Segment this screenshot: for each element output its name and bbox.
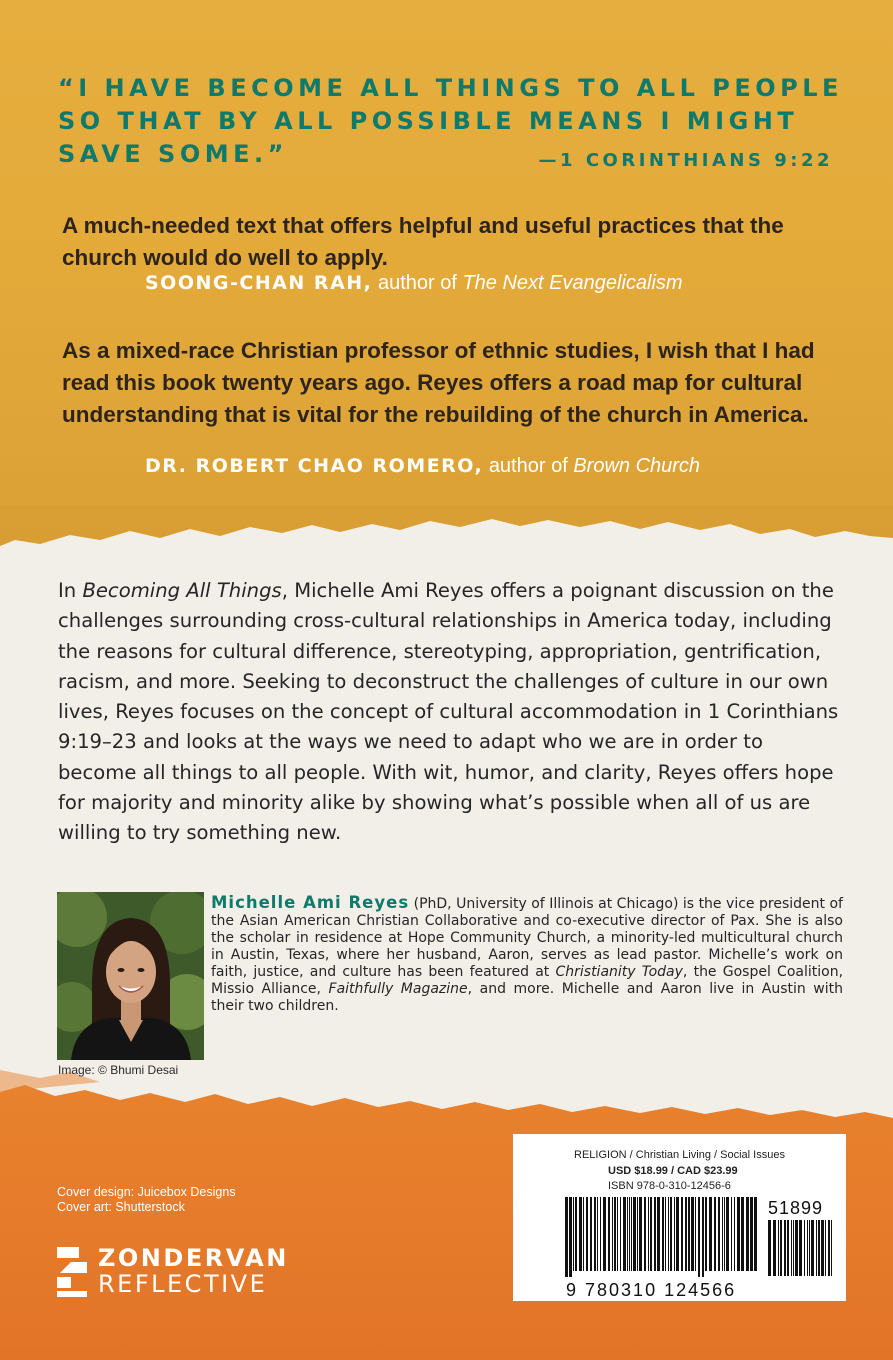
endorser-role: author of — [377, 272, 457, 294]
barcode-bar — [674, 1197, 675, 1271]
summary-book-title: Becoming All Things — [82, 579, 282, 602]
addon-barcode — [766, 1220, 836, 1282]
barcode-bar — [654, 1197, 656, 1271]
barcode-bar — [741, 1197, 744, 1271]
barcode-bar — [612, 1197, 613, 1271]
barcode-bar — [569, 1197, 572, 1277]
barcode-bar — [627, 1197, 628, 1271]
barcode-bar — [793, 1220, 794, 1276]
barcode-bar — [811, 1220, 814, 1276]
barcode-bar — [681, 1197, 683, 1271]
barcode-bar — [590, 1197, 592, 1271]
barcode-bar — [787, 1220, 789, 1276]
endorsement-text: A much-needed text that offers helpful and useful practices that the church would do well to apply. — [62, 213, 784, 270]
barcode-bar — [685, 1197, 687, 1271]
barcode-bar — [665, 1197, 666, 1271]
summary-body: , Michelle Ami Reyes offers a poignant discussion on the challenges surrounding cross-cultural relationships in America today, including the reasons for cultural difference, stereotyping, appropriation, gentrification, racism, and more. Seeking to deconstruct the challenges of culture in our own lives, Reyes focuses on the concept of cultural accommodation in 1 Corinthians 9:19–23 and looks at the ways we need to adapt who we are in order to become all things to all people. With wit, humor, and clarity, Reyes offers hope for majority and minority alike by showing what’s possible when all of us are willing to try something new. — [58, 579, 839, 845]
barcode-bar — [709, 1197, 712, 1271]
barcode-bar — [804, 1220, 805, 1276]
barcode-bar — [702, 1197, 704, 1277]
barcode-bar — [629, 1197, 630, 1271]
barcode-bar — [633, 1197, 636, 1271]
barcode-digits: 9 780310 124566 — [566, 1280, 737, 1300]
publication-name: Faithfully Magazine — [328, 981, 468, 997]
cover-art-credit: Cover art: Shutterstock — [57, 1200, 185, 1214]
barcode-bar — [600, 1197, 601, 1271]
publication-name: Christianity Today — [555, 964, 683, 980]
bio-text: (PhD, University of Illinois at Chicago) is the vice president of the Asian American Christian Collaborative and co-executive director of Pax. She is also the scholar in residence at Hope Community Church, a minority-led multicultural church in Austin, Texas, where her husband, Aaron, serves as lead pastor. Michelle’s work on faith, justice, and culture has been featured at — [211, 896, 843, 980]
barcode-bar — [565, 1197, 568, 1277]
endorsement-attribution — [145, 272, 683, 295]
bio-text: , and more. Michelle and Aaron live in Austin with their two children. — [211, 981, 843, 1014]
barcode-bar — [825, 1220, 826, 1276]
endorser-role: author of — [488, 455, 568, 477]
barcode-bar — [828, 1220, 830, 1276]
barcode-bar — [778, 1220, 779, 1276]
publisher-imprint: REFLECTIVE — [98, 1270, 268, 1298]
publisher-logo-icon — [57, 1247, 97, 1297]
endorser-name: SOONG-CHAN RAH, — [145, 272, 373, 294]
barcode-bar — [594, 1197, 596, 1271]
barcode-bar — [754, 1197, 757, 1271]
summary-intro: In — [58, 579, 83, 602]
isbn: ISBN 978-0-310-12456-6 — [608, 1180, 731, 1192]
barcode-bar — [695, 1197, 696, 1271]
barcode-bar — [586, 1197, 588, 1271]
barcode-bar — [818, 1220, 820, 1276]
barcode-bar — [691, 1197, 694, 1271]
endorser-book: Brown Church — [573, 455, 701, 477]
barcode-bar — [807, 1220, 808, 1276]
barcode-bar — [816, 1220, 817, 1276]
epigraph-reference: —1 CORINTHIANS 9:22 — [538, 150, 833, 171]
price-addon-code: 51899 — [768, 1198, 824, 1218]
barcode-bar — [726, 1197, 729, 1271]
price: USD $18.99 / CAD $23.99 — [608, 1165, 738, 1177]
endorser-book: The Next Evangelicalism — [462, 272, 683, 294]
barcode-bar — [795, 1220, 798, 1276]
endorser-name: DR. ROBERT CHAO ROMERO, — [145, 455, 484, 477]
endorsement-attribution — [145, 455, 700, 478]
cover-credits — [57, 1185, 236, 1215]
cover-design-credit: Cover design: Juicebox Designs — [57, 1185, 236, 1199]
barcode-bar — [688, 1197, 690, 1271]
publisher-wordmark — [98, 1245, 289, 1297]
barcode-bar — [821, 1220, 824, 1276]
barcode-bar — [784, 1220, 786, 1276]
barcode-bar — [650, 1197, 652, 1271]
barcode-bar — [614, 1197, 616, 1271]
barcode-bar — [662, 1197, 664, 1271]
barcode-bar — [791, 1220, 792, 1276]
barcode-bar — [731, 1197, 732, 1271]
author-photo — [57, 892, 204, 1060]
barcode-box — [513, 1134, 846, 1301]
barcode-bar — [623, 1197, 626, 1271]
barcode-bar — [583, 1197, 584, 1271]
barcode-bar — [831, 1220, 832, 1276]
barcode-bar — [620, 1197, 621, 1271]
barcode-bar — [657, 1197, 660, 1271]
barcode-bar — [768, 1220, 771, 1276]
barcode-bar — [670, 1197, 672, 1271]
epigraph-quote: “I HAVE BECOME ALL THINGS TO ALL PEOPLE SO THAT BY ALL POSSIBLE MEANS I MIGHT SAVE SOME.” — [58, 74, 843, 168]
barcode-bar — [573, 1197, 574, 1271]
barcode-bar — [799, 1220, 802, 1276]
barcode-bar — [737, 1197, 740, 1271]
author-name: Michelle Ami Reyes — [211, 893, 410, 912]
barcode-bar — [676, 1197, 679, 1271]
author-bio — [211, 894, 843, 1015]
barcode-bar — [809, 1220, 810, 1276]
barcode-bar — [724, 1197, 725, 1271]
barcode-bar — [603, 1197, 606, 1271]
book-summary — [58, 576, 842, 849]
bisac-category: RELIGION / Christian Living / Social Issues — [574, 1149, 785, 1161]
barcode-bar — [780, 1220, 782, 1276]
isbn-barcode — [563, 1197, 758, 1279]
barcode-bar — [698, 1197, 700, 1277]
barcode-bar — [579, 1197, 582, 1271]
barcode-bar — [644, 1197, 646, 1271]
barcode-bar — [575, 1197, 577, 1271]
barcode-bar — [637, 1197, 638, 1271]
barcode-bar — [631, 1197, 632, 1271]
barcode-bar — [705, 1197, 707, 1271]
barcode-bar — [608, 1197, 610, 1271]
barcode-bar — [639, 1197, 642, 1271]
publisher-name: ZONDERVAN — [98, 1244, 289, 1272]
barcode-bar — [773, 1220, 776, 1276]
barcode-bar — [722, 1197, 723, 1271]
bio-text: , the Gospel Coalition, Missio Alliance, — [211, 964, 844, 997]
barcode-bar — [718, 1197, 720, 1271]
endorsement-text: As a mixed-race Christian professor of ethnic studies, I wish that I had read this book twenty years ago. Reyes offers a road map for cultural understanding that is vital for the rebuilding of the church in America. — [62, 338, 815, 427]
barcode-bar — [746, 1197, 749, 1271]
barcode-bar — [597, 1197, 598, 1271]
barcode-bar — [617, 1197, 618, 1271]
photo-credit: Image: © Bhumi Desai — [58, 1063, 179, 1077]
barcode-bar — [648, 1197, 649, 1271]
barcode-bar — [750, 1197, 753, 1271]
barcode-bar — [734, 1197, 735, 1271]
barcode-bar — [668, 1197, 669, 1271]
barcode-bar — [714, 1197, 716, 1271]
